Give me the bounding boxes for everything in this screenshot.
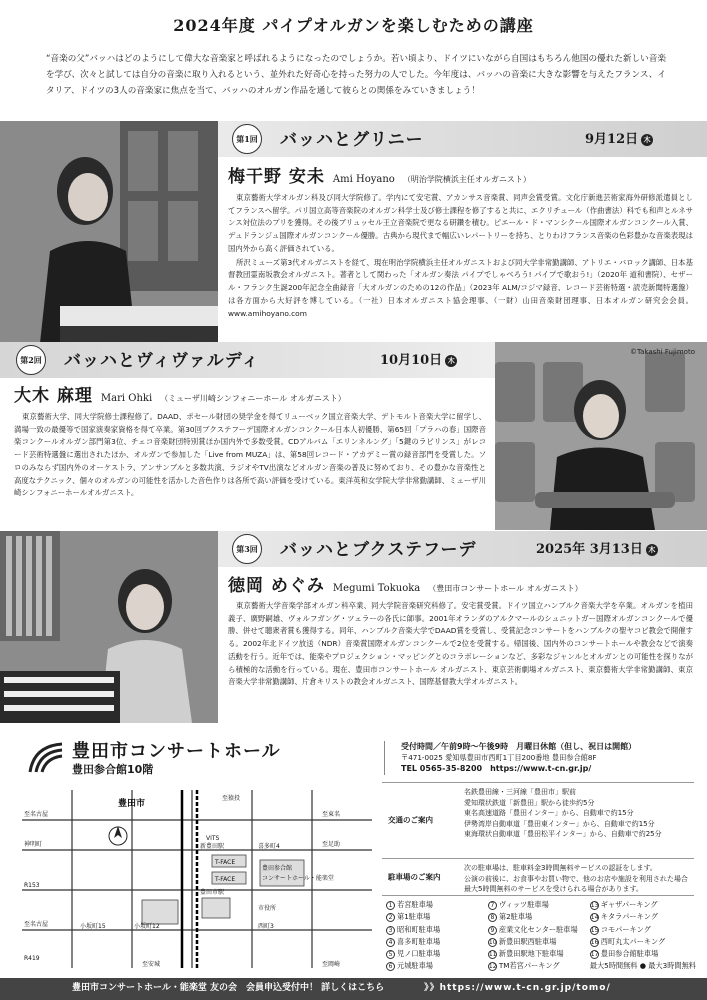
- session-3-title: バッハとブクステフーデ: [280, 540, 477, 560]
- svg-text:T-FACE: T-FACE: [215, 876, 236, 883]
- legend-item: 2 第1駐車場: [386, 912, 488, 923]
- svg-text:豊田参合館: 豊田参合館: [262, 865, 293, 872]
- session-1-badge: 第1回: [232, 124, 262, 154]
- svg-text:小坂町12: 小坂町12: [134, 923, 160, 930]
- performer-3-name: 徳岡 めぐみ Megumi Tokuoka （豊田市コンサートホール オルガニスト）: [228, 576, 583, 596]
- svg-text:R419: R419: [24, 955, 40, 962]
- svg-text:コンサートホール・能楽堂: コンサートホール・能楽堂: [262, 875, 334, 882]
- legend-item: 6 元城駐車場: [386, 961, 488, 972]
- performer-1-name: 梅干野 安未 Ami Hoyano （明治学院横浜主任オルガニスト）: [228, 167, 531, 187]
- hall-name: 豊田市コンサートホール: [72, 741, 281, 762]
- access-lines: 名鉄豊田線・三河線「豊田市」駅前 愛知環状鉄道「新豊田」駅から徒歩約5分 東名高速道路「豊田インター」から、自動車で約15分 伊勢湾岸自動車道「豊田東インター」から、自動車で約15分 東海環状自動車道「豊田松平インター」から、自動車で約25分: [464, 788, 662, 838]
- legend-item: 17 豊田参合館駐車場: [590, 949, 659, 959]
- svg-text:至安城: 至安城: [142, 961, 161, 968]
- legend-item: 16 西町丸太パーキング: [590, 936, 666, 946]
- performer-3-bio: 東京藝術大学音楽学部オルガン科卒業、同大学院音楽研究科修了。安宅賞受賞。ドイツ国立ハンブルク音楽大学を卒業。オルガンを植田義子、廣野嗣雄、ヴォルフガング・ツェラーの各氏に師事。2001年オランダのアルクマールのシュニットガー国際オルガンコンクールで優勝、併せて聴衆者賞も獲得する。同年、ハンブルク音楽大学でDAAD賞を受賞し、受賞記念コンサートをハンブルクの聖ヤコビ教会で開催する。2002年北ドイツ放送（NDR）音楽賞国際オルガンコンクールで2位を受賞する。帰国後、国内外のコンサートホールや教会などで演奏活動を行う。近年では、能楽やプロジェクション・マッピングとのコラボレーションなど、多彩なジャンルとオルガンとの可能性を探りながら積極的な活動を行っている。現在、豊田市コンサートホール オルガニスト、東京芸術劇場オルガニスト、東京藝術大学非常勤講師、東京音楽大学非常勤講師、片倉キリストの教会オルガニスト、国際基督教大学オルガニスト。: [228, 601, 693, 687]
- legend-item: 5 児ノ口駐車場: [386, 949, 488, 960]
- session-2-title: バッハとヴィヴァルディ: [64, 351, 260, 371]
- session-1-title: バッハとグリニー: [280, 130, 424, 150]
- session-3-date: 2025年 3月13日 木: [536, 540, 658, 560]
- legend-item: 10 新豊田駅西駐車場: [488, 936, 557, 946]
- parking-box: 駐車場のご案内 次の駐車場は、駐車料金3時間無料サービスの認証をします。 公演の前後に、お食事やお買い物で、他のお店や施設を利用された場合最大5時間無料のサービスを受けられる場合があります。: [382, 858, 694, 896]
- photo-credit: ©Takashi Fujimoto: [630, 348, 695, 356]
- performer-2-photo: [495, 342, 707, 530]
- map-label: 豊田市: [118, 799, 146, 809]
- hall-floor: 豊田参合館10階: [72, 763, 154, 776]
- performer-2-bio: 東京藝術大学、同大学院修士課程修了。DAAD、ポセール財団の奨学金を得てリューベック国立音楽大学、デトモルト音楽大学に留学し、満場一致の最優等で国家演奏家資格を得て卒業。第30回ブクステフーデ国際オルガンコンクール日本人初優勝、第65回「プラハの春」国際音楽コンクールオルガン部門第3位、チェコ音楽財団特別賞ほか国内外で多数受賞。CDアルバム「エリンネルング」「5鍵のラビリンス」がレコード芸術特選盤に選出されたほか、オルガンで参加した「Live from MUZA」は、第58回レコード・アカデミー賞の録音部門を受賞した。ソロのみならず国内外のオーケストラ、アンサンブルと多数共演、ラジオやTV出演などオルガン音楽の普及に努めており、その豊かな音楽性と高度なテクニック、個々のオルガンの可能性を活かした音色作りは各所で高い評価を受けている。東洋英和女学院大学非常勤講師、ミューザ川崎シンフォニーホールオルガニスト。: [14, 412, 486, 498]
- page-title: 2024年度 パイプオルガンを楽しむための講座: [173, 16, 534, 35]
- legend-note: 最大5時間無料 ● 最大3時間無料: [589, 961, 696, 971]
- footer-membership-text: 豊田市コンサートホール・能楽堂 友の会 会員申込受付中！ 詳しくはこちら: [72, 983, 385, 994]
- svg-text:西町3: 西町3: [258, 923, 274, 930]
- svg-text:至猿投: 至猿投: [222, 795, 241, 802]
- footer-bar: [0, 978, 707, 1000]
- svg-text:至名古屋: 至名古屋: [24, 921, 49, 928]
- legend-item: 11 新豊田駅地下駐車場: [488, 949, 564, 959]
- contact-info: 受付時間／午前9時〜午後9時 月曜日休館（但し、祝日は開館） 〒471-0025 愛知県豊田市西町1丁目200番地 豊田参合館8F TEL 0565-35-8200 https://www.t-cn.gr.jp/: [384, 741, 636, 775]
- session-2-badge: 第2回: [16, 345, 46, 375]
- legend-item: 8 第2駐車場: [488, 912, 590, 923]
- svg-text:市役所: 市役所: [258, 905, 277, 912]
- legend-item: 1 若宮駐車場: [386, 900, 488, 911]
- parking-legend: [386, 900, 696, 972]
- svg-text:VITS: VITS: [206, 835, 220, 842]
- svg-text:小坂町15: 小坂町15: [80, 923, 106, 930]
- legend-item: 14 キタラパーキング: [590, 912, 658, 922]
- footer-link[interactable]: 》》https://www.t-cn.gr.jp/tomo/: [424, 983, 611, 994]
- svg-text:至足助: 至足助: [322, 841, 341, 848]
- legend-item: 7 ヴィッツ駐車場: [488, 900, 590, 911]
- session-3-badge: 第3回: [232, 534, 262, 564]
- legend-item: 9 産業文化センター駐車場: [488, 925, 590, 936]
- legend-item: 12 TM若宮パーキング: [488, 961, 560, 971]
- performer-1-bio: 東京藝術大学オルガン科及び同大学院修了。学内にて安宅賞、アカンサス音楽賞、同声会賞受賞。文化庁新進芸術家海外研修派遣員としてフランスへ留学。パリ国立高等音楽院のオルガン科学士及び修士課程を修了すると共に、エクリチュール（作曲書法）科でも和声とルネサンス対位法のプリを獲得。その後ブリュッセル王立音楽院で更なる研鑽を積む。ピエール・ド・マンシクール国際オルガンコンクール入賞、デュドランジュ国際オルガンコンクール優勝。古典から現代まで幅広いレパートリーを持ち、とりわけフランス音楽の色彩豊かな音楽表現は国内外から高く評価されている。 所沢ミューズ第3代オルガニストを経て、現在明治学院横浜主任オルガニストおよび同大学非常勤講師、アトリエ・バロック講師、日本基督教団霊南坂教会オルガニスト。著者として関わった「オルガン奏法 パイプでしゃべろう! パイプで歌おう!」（2020年 道和書院）、セザール・フランク生誕200年記念全曲録音「大オルガンのための12の作品」（2023年 ALM/コジマ録音、レコード芸術特選・読売新聞特選盤）は各方面から大好評を博している。（一社）日本オルガニスト協会理事、（一財）山田音楽財団理事、日本オルガン研究会会員。www.amihoyano.com: [228, 193, 693, 318]
- svg-text:至岡崎: 至岡崎: [322, 961, 341, 968]
- svg-text:新豊田駅: 新豊田駅: [200, 843, 225, 850]
- hall-logo-icon: [28, 742, 64, 774]
- svg-text:R153: R153: [24, 882, 40, 889]
- access-box: 交通のご案内 名鉄豊田線・三河線「豊田市」駅前 愛知環状鉄道「新豊田」駅から徒歩約5分 東名高速道路「豊田インター」から、自動車で約15分 伊勢湾岸自動車道「豊田東インター」から、自動車で約15分 東海環状自動車道「豊田松平インター」から、自動車で約25分: [382, 782, 694, 856]
- svg-text:喜多町4: 喜多町4: [258, 843, 280, 850]
- session-1-date: 9月12日 木: [585, 130, 653, 150]
- performer-2-name: 大木 麻理 Mari Ohki （ミューザ川崎シンフォニーホール オルガニスト）: [14, 386, 346, 406]
- session-2-date: 10月10日 木: [380, 351, 457, 371]
- svg-text:T-FACE: T-FACE: [215, 859, 236, 866]
- svg-text:神明町: 神明町: [24, 841, 43, 848]
- svg-text:至東名: 至東名: [322, 811, 341, 818]
- access-map[interactable]: [22, 790, 372, 968]
- svg-text:豊田市駅: 豊田市駅: [200, 889, 225, 896]
- legend-item: 3 昭和町駐車場: [386, 925, 488, 936]
- svg-text:至名古屋: 至名古屋: [24, 811, 49, 818]
- intro-text: “音楽の父”バッハはどのようにして偉大な音楽家と呼ばれるようになったのでしょうか。若い頃より、ドイツにいながら自国はもちろん他国の優れた新しい音楽を学び、次々と試しては自分の音楽に取り入れるという、並外れた好奇心を持った努力の人でした。今年度は、バッハの音楽に大きな影響を与えたフランス、イタリア、ドイツの3人の音楽家に焦点を当て、バッハのオルガン作品を通して彼らとの関係をみていきましょう！: [46, 54, 666, 96]
- performer-1-photo: [0, 121, 218, 343]
- legend-item: 4 喜多町駐車場: [386, 937, 488, 948]
- legend-item: 13 ギャザパーキング: [590, 900, 658, 909]
- legend-item: 15 コモパーキング: [590, 924, 651, 934]
- performer-3-photo: [0, 531, 218, 723]
